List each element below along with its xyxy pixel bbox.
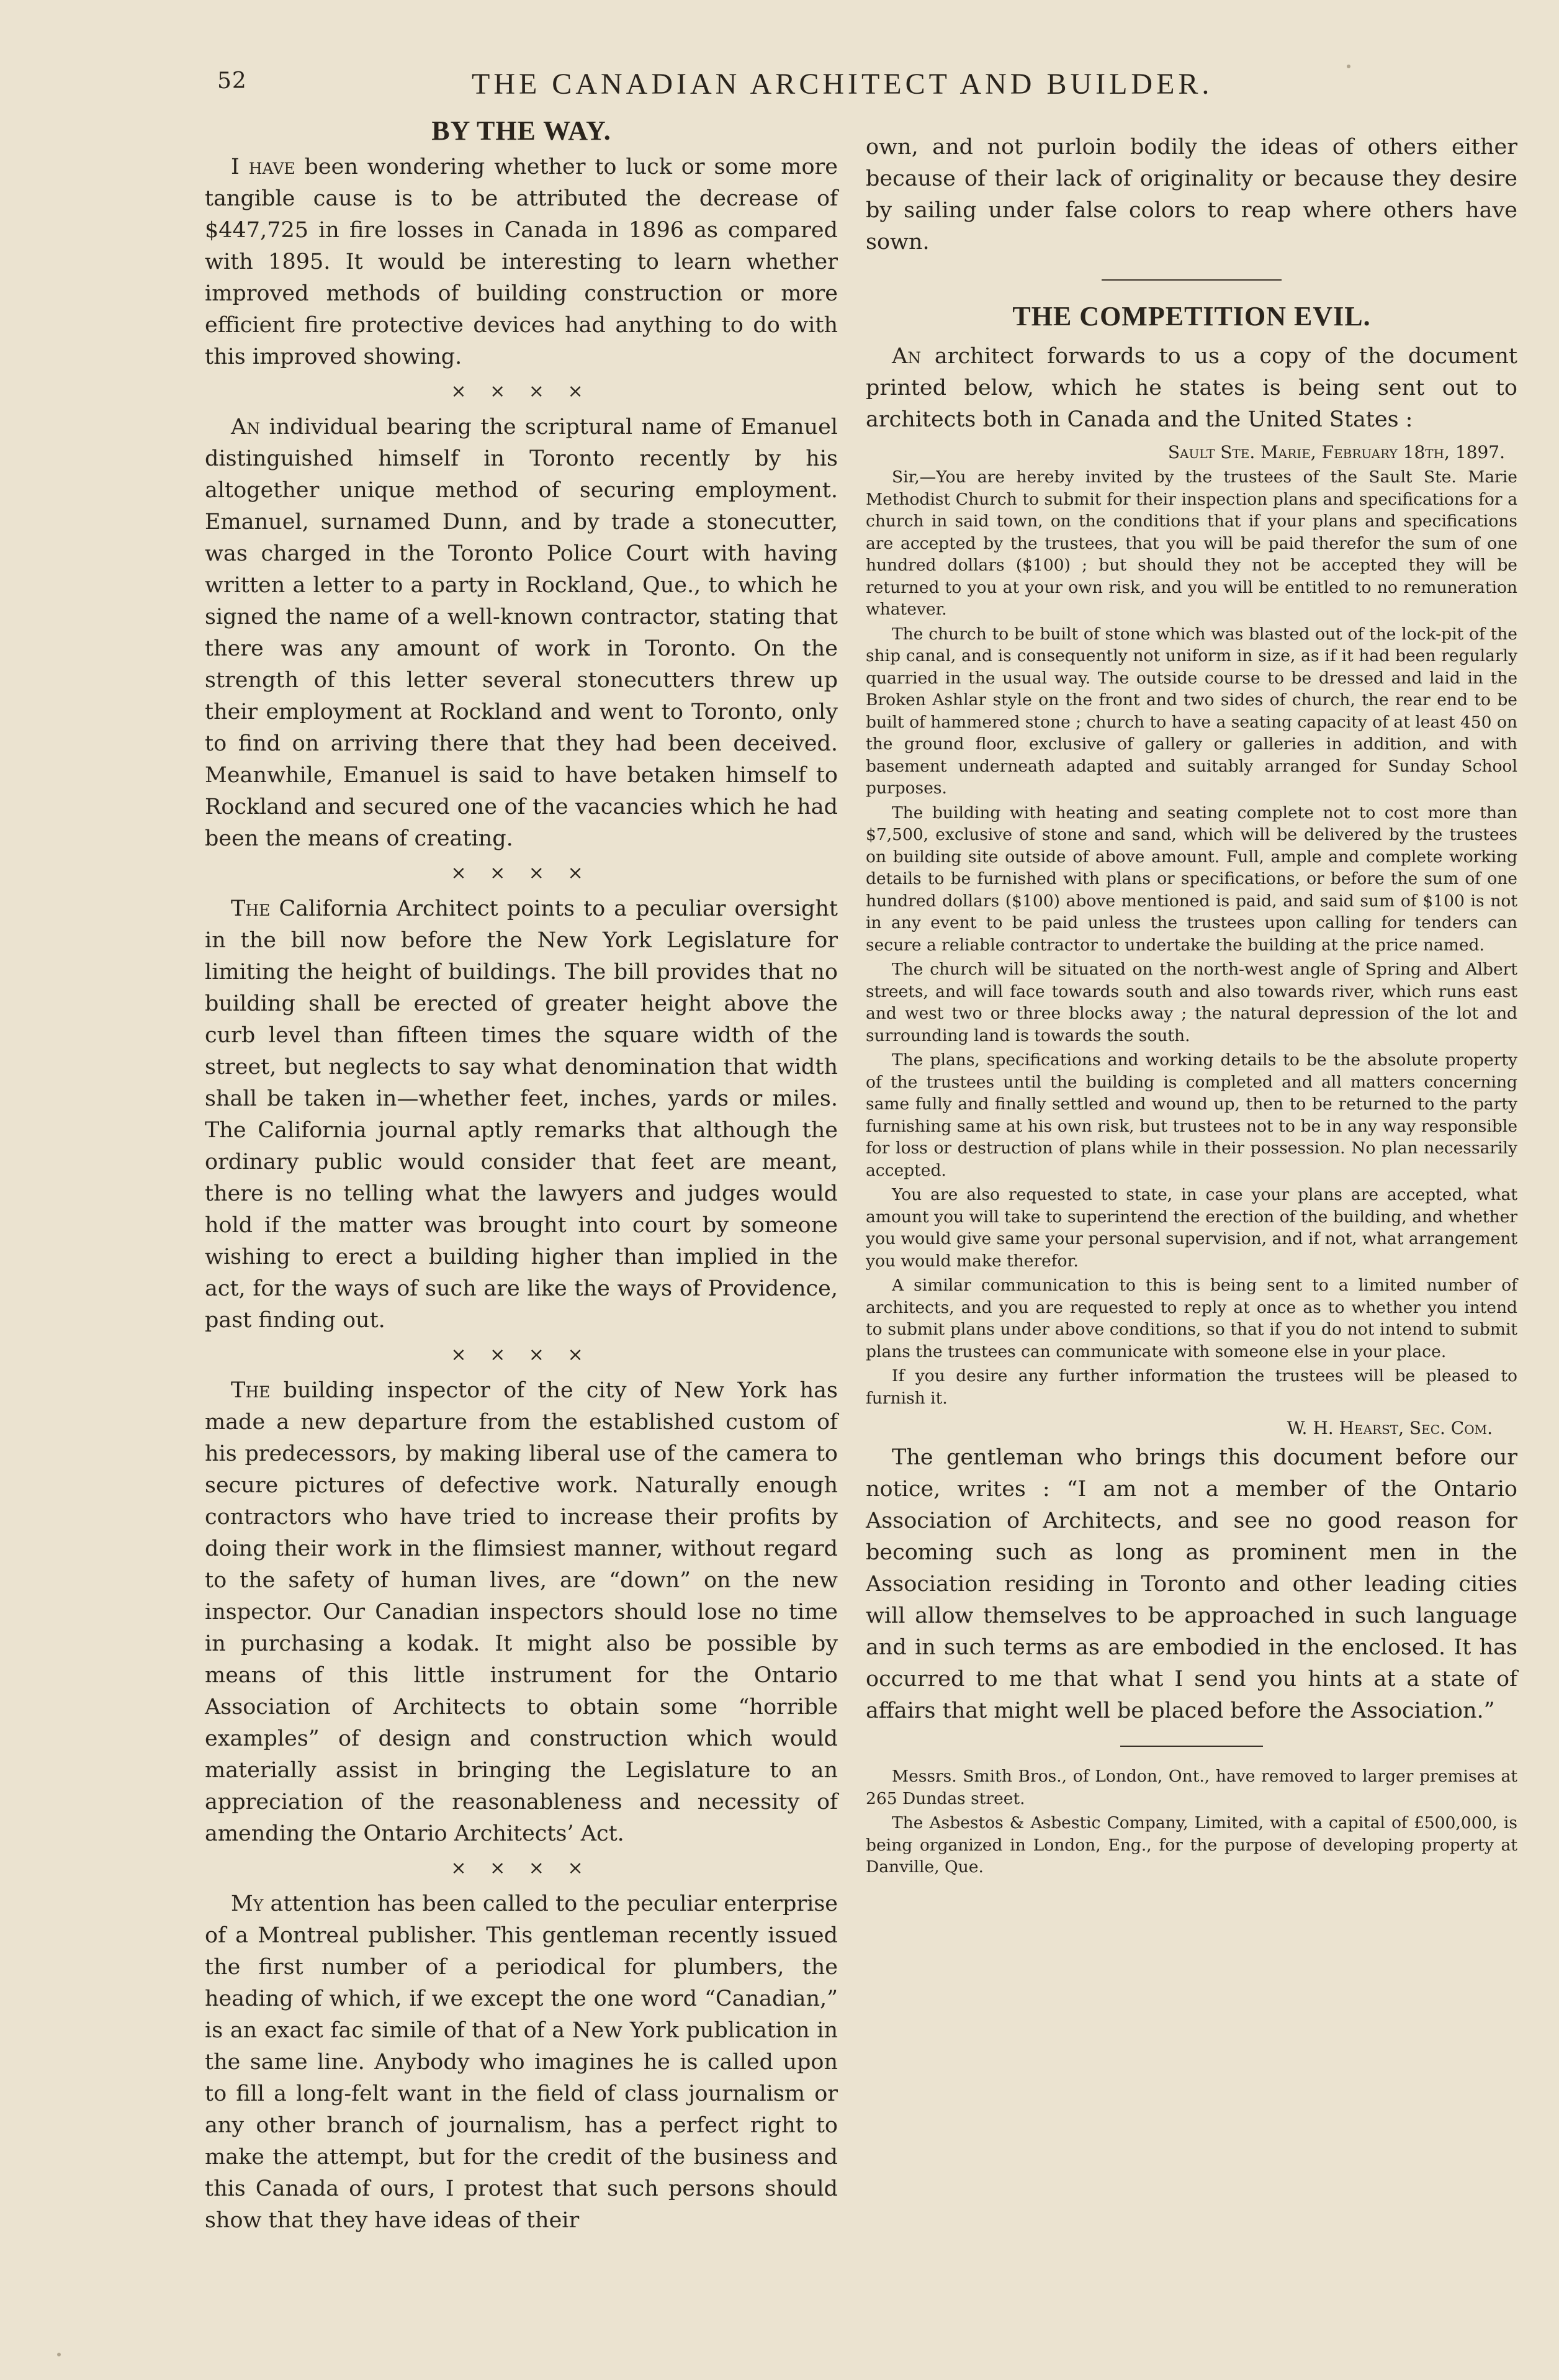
paragraph-building-inspector bbox=[205, 1375, 838, 1850]
letter-paragraph: The church to be built of stone which was blasted out of the lock-pit of the ship canal, and is consequently not uniform in size, as if it had been regularly quarried in the usual way. The outside course to be dressed and laid in the Broken Ashlar style on the front and two sides of church, the rear end to be built of hammered stone ; church to have a seating capacity of at least 450 on the ground floor, exclusive of gallery or galleries in addition, and with basement underneath adapted and suitably arranged for Sunday School purposes. bbox=[866, 624, 1517, 798]
paragraph-lead: The bbox=[231, 1378, 271, 1403]
section-separator: × × × × bbox=[451, 381, 592, 402]
letter-paragraph: The plans, specifications and working details to be the absolute property of the trustees until the building is completed and all matters concerning same fully and finally settled and wound up, then to be returned to the party furnishing same at his own risk, but trustees not to be in any way responsible for loss or destruction of plans while in their possession. No plan necessarily accepted. bbox=[866, 1050, 1517, 1180]
paragraph-text: individual bearing the scriptural name of Emanuel distinguished himself in Toronto recently by his altogether unique method of securing employment. Emanuel, surnamed Dunn, and by trade a stonecutter, was charged in the Toronto Police Court with having written a letter to a party in Rockland, Que., to which he signed the name of a well-known contractor, stating that there was any amount of work in Toronto. On the strength of this letter several stonecutters threw up their employment at Rockland and went to Toronto, only to find on arriving there that they had been deceived. Meanwhile, Emanuel is said to have betaken himself to Rockland and secured one of the vacancies which he had been the means of creating. bbox=[205, 415, 838, 851]
right-column bbox=[866, 132, 1517, 1878]
paper-speck bbox=[57, 2353, 61, 2356]
letter-paragraph: You are also requested to state, in case your plans are accepted, what amount you will take to superintend the erection of the building, and whether you would give same your personal supervision, and if not, what arrangement you would make therefor. bbox=[866, 1185, 1517, 1271]
letter-paragraph: The building with heating and seating complete not to cost more than $7,500, exclusive of stone and sand, which will be delivered by the trustees on building site outside of above amount. Full, ample and complete working details to be furnished with plans or specifications, or before the sum of one hundred dollars ($100) above mentioned is paid, and said sum of $100 is not in any event to be paid unless the trustees upon calling for tenders can secure a reliable contractor to undertake the building at the price named. bbox=[866, 803, 1517, 955]
paragraph-text: architect forwards to us a copy of the document printed below, which he states is being sent out to architects both in Canada and the United States : bbox=[866, 344, 1517, 432]
section-separator: × × × × bbox=[451, 862, 592, 884]
letter-paragraph: The church will be situated on the north-west angle of Spring and Albert streets, and will face towards south and also towards river, which runs east and west two or three blocks away ; the natural depression of the lot and surrounding land is towards the south. bbox=[866, 960, 1517, 1045]
letter-dateline: Sault Ste. Marie, February 18th, 1897. bbox=[1167, 442, 1505, 462]
paper-speck bbox=[1347, 65, 1350, 68]
letter-paragraph: A similar communication to this is being sent to a limited number of architects, and you are requested to reply at once as to whether you intend to submit plans under above conditions, so that if you do not intend to submit plans the trustees can communicate with someone else in your place. bbox=[866, 1276, 1517, 1361]
paragraph-text: California Architect points to a peculiar oversight in the bill now before the New York Legislature for limiting the height of buildings. The bill provides that no building shall be erected of greater height above the curb level than fifteen times the square width of the street, but neglects to say what denomination that width shall be taken in—whether feet, inches, yards or miles. The California journal aptly remarks that although the ordinary public would consider that feet are meant, there is no telling what the lawyers and judges would hold if the matter was brought into court by someone wishing to erect a building higher than implied in the act, for the ways of such are like the ways of Providence, past finding out. bbox=[205, 896, 838, 1333]
paragraph-fire-losses bbox=[205, 151, 838, 373]
paragraph-text: been wondering whether to luck or some more tangible cause is to be attributed the decrease of $447,725 in fire losses in Canada in 1896 as compared with 1895. It would be interesting to learn whether improved methods of building construction or more efficient fire protective devices had anything to do with this improved showing. bbox=[205, 155, 838, 369]
running-title: THE CANADIAN ARCHITECT AND BUILDER. bbox=[472, 68, 1213, 101]
paragraph-lead: An bbox=[231, 415, 261, 439]
paragraph-california-architect bbox=[205, 893, 838, 1336]
paragraph-lead: My bbox=[231, 1891, 264, 1916]
paragraph-competition-intro bbox=[866, 341, 1517, 436]
paragraph-lead: The bbox=[231, 896, 271, 921]
divider-rule bbox=[1102, 279, 1282, 281]
divider-rule bbox=[1120, 1746, 1263, 1747]
letter-paragraph: If you desire any further information the trustees will be pleased to furnish it. bbox=[866, 1366, 1517, 1408]
section-heading-by-the-way: BY THE WAY. bbox=[431, 115, 611, 146]
letter-signature: W. H. Hearst, Sec. Com. bbox=[1287, 1418, 1493, 1438]
paragraph-lead: I have bbox=[231, 155, 295, 179]
paragraph-montreal-publisher bbox=[205, 1888, 838, 2237]
news-note: The Asbestos & Asbestic Company, Limited, with a capital of £500,000, is being organized in London, Eng., for the purpose of developing property at Danville, Que. bbox=[866, 1813, 1517, 1877]
paragraph-emanuel bbox=[205, 412, 838, 855]
paragraph-text: attention has been called to the peculiar enterprise of a Montreal publisher. This gentleman recently issued the first number of a periodical for plumbers, the heading of which, if we except the one word “Canadian,” is an exact fac simile of that of a New York publication in the same line. Anybody who imagines he is called upon to fill a long-felt want in the field of class journalism or any other branch of journalism, has a perfect right to make the attempt, but for the credit of the business and this Canada of ours, I protest that such persons should show that they have ideas of their bbox=[205, 1891, 838, 2233]
paragraph-montreal-publisher-continued: own, and not purloin bodily the ideas of others either because of their lack of originality or because they desire by sailing under false colors to reap where others have sown. bbox=[866, 135, 1517, 255]
paragraph-lead: An bbox=[892, 344, 922, 369]
left-column bbox=[205, 115, 838, 2237]
paragraph-text: building inspector of the city of New York has made a new departure from the established custom of his predecessors, by making liberal use of the camera to secure pictures of defective work. Naturally enough contractors who have tried to increase their profits by doing their work in the flimsiest manner, without regard to the safety of human lives, are “down” on the new inspector. Our Canadian inspectors should lose no time in purchasing a kodak. It might also be possible by means of this little instrument for the Ontario Association of Architects to obtain some “horrible examples” of design and construction which would materially assist in bringing the Legislature to an appreciation of the reasonableness and necessity of amending the Ontario Architects’ Act. bbox=[205, 1378, 838, 1846]
section-separator: × × × × bbox=[451, 1857, 592, 1879]
page-number: 52 bbox=[217, 68, 247, 94]
section-heading-competition-evil: THE COMPETITION EVIL. bbox=[1012, 301, 1371, 331]
section-separator: × × × × bbox=[451, 1344, 592, 1366]
letter-paragraph: Sir,—You are hereby invited by the trustees of the Sault Ste. Marie Methodist Church to submit for their inspection plans and specifications for a church in said town, on the conditions that if your plans and specifications are accepted by the trustees, that you will be paid therefor the sum of one hundred dollars ($100) ; but should they not be accepted they will be returned to you at your own risk, and you will be entitled to no remuneration whatever. bbox=[866, 467, 1517, 619]
news-note: Messrs. Smith Bros., of London, Ont., have removed to larger premises at 265 Dundas street. bbox=[866, 1767, 1517, 1808]
paragraph-gentleman-comment: The gentleman who brings this document before our notice, writes : “I am not a member of the Ontario Association of Architects, and see no good reason for becoming such as long as prominent men in the Association residing in Toronto and other leading cities will allow themselves to be approached in such language and in such terms as are embodied in the enclosed. It has occurred to me that what I send you hints at a state of affairs that might well be placed before the Association.” bbox=[866, 1445, 1517, 1723]
